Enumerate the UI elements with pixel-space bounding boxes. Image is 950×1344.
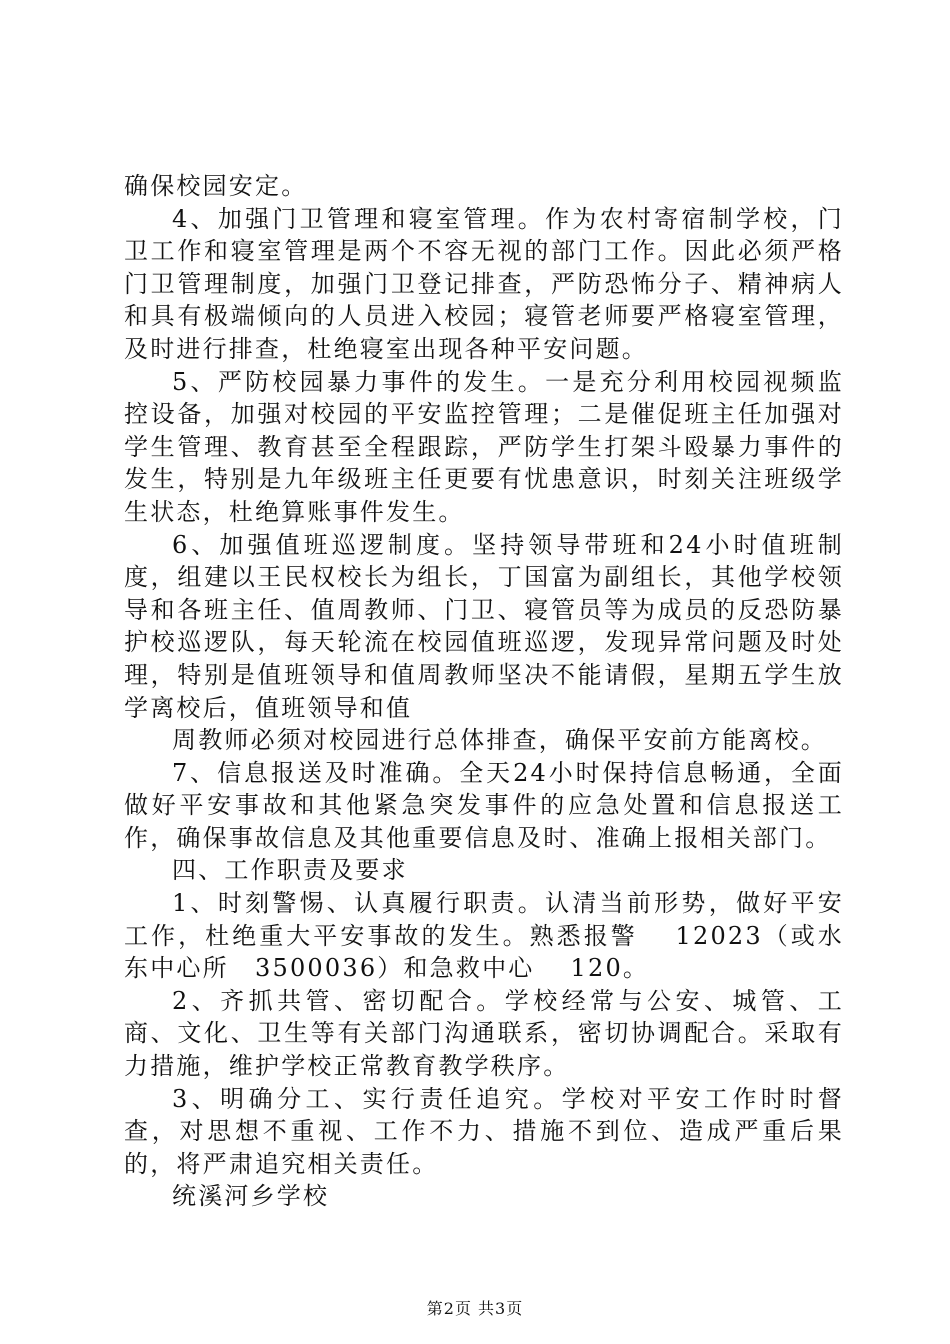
paragraph-continuation: 确保校园安定。 bbox=[124, 172, 308, 200]
paragraph-item-4-gate-dorm: 4、加强门卫管理和寝室管理。作为农村寄宿制学校，门卫工作和寝室管理是两个不容无视的部门工作。因此必须严格门卫管理制度，加强门卫登记排查，严防恐怖分子、精神病人和具有极端倾向的人员进入校园；寝管老师要严格寝室管理，及时进行排查，杜绝寝室出现各种平安问题。 bbox=[124, 204, 844, 363]
paragraph-duty-3: 3、明确分工、实行责任追究。学校对平安工作时时督查，对思想不重视、工作不力、措施不到位、造成严重后果的，将严肃追究相关责任。 bbox=[124, 1084, 844, 1178]
page-footer: 第2页 共3页 bbox=[426, 1299, 524, 1318]
signature-school-name: 统溪河乡学校 bbox=[172, 1182, 330, 1211]
paragraph-item-5-violence: 5、严防校园暴力事件的发生。一是充分利用校园视频监控设备，加强对校园的平安监控管理；二是催促班主任加强对学生管理、教育甚至全程跟踪，严防学生打架斗殴暴力事件的发生，特别是九年级班主任更要有忧患意识，时刻关注班级学生状态，杜绝算账事件发生。 bbox=[124, 367, 844, 526]
paragraph-item-6-patrol: 6、加强值班巡逻制度。坚持领导带班和24小时值班制度，组建以王民权校长为组长，丁国富为副组长，其他学校领导和各班主任、值周教师、门卫、寝管员等为成员的反恐防暴护校巡逻队，每天轮流在校园值班巡逻，发现异常问题及时处理，特别是值班领导和值周教师坚决不能请假，星期五学生放学离校后，值班领导和值 bbox=[124, 530, 844, 722]
section-heading-duties: 四、工作职责及要求 bbox=[172, 856, 408, 885]
document-body bbox=[124, 170, 844, 1213]
paragraph-item-7-reporting: 7、信息报送及时准确。全天24小时保持信息畅通，全面做好平安事故和其他紧急突发事件的应急处置和信息报送工作，确保事故信息及其他重要信息及时、准确上报相关部门。 bbox=[124, 758, 844, 852]
paragraph-duty-2: 2、齐抓共管、密切配合。学校经常与公安、城管、工商、文化、卫生等有关部门沟通联系，密切协调配合。采取有力措施，维护学校正常教育教学秩序。 bbox=[124, 986, 844, 1081]
paragraph-item-6-continued: 周教师必须对校园进行总体排查，确保平安前方能离校。 bbox=[172, 726, 827, 755]
paragraph-duty-1: 1、时刻警惕、认真履行职责。认清当前形势，做好平安工作，杜绝重大平安事故的发生。熟悉报警 12023（或水东中心所 3500036）和急救中心 120。 bbox=[124, 889, 844, 983]
